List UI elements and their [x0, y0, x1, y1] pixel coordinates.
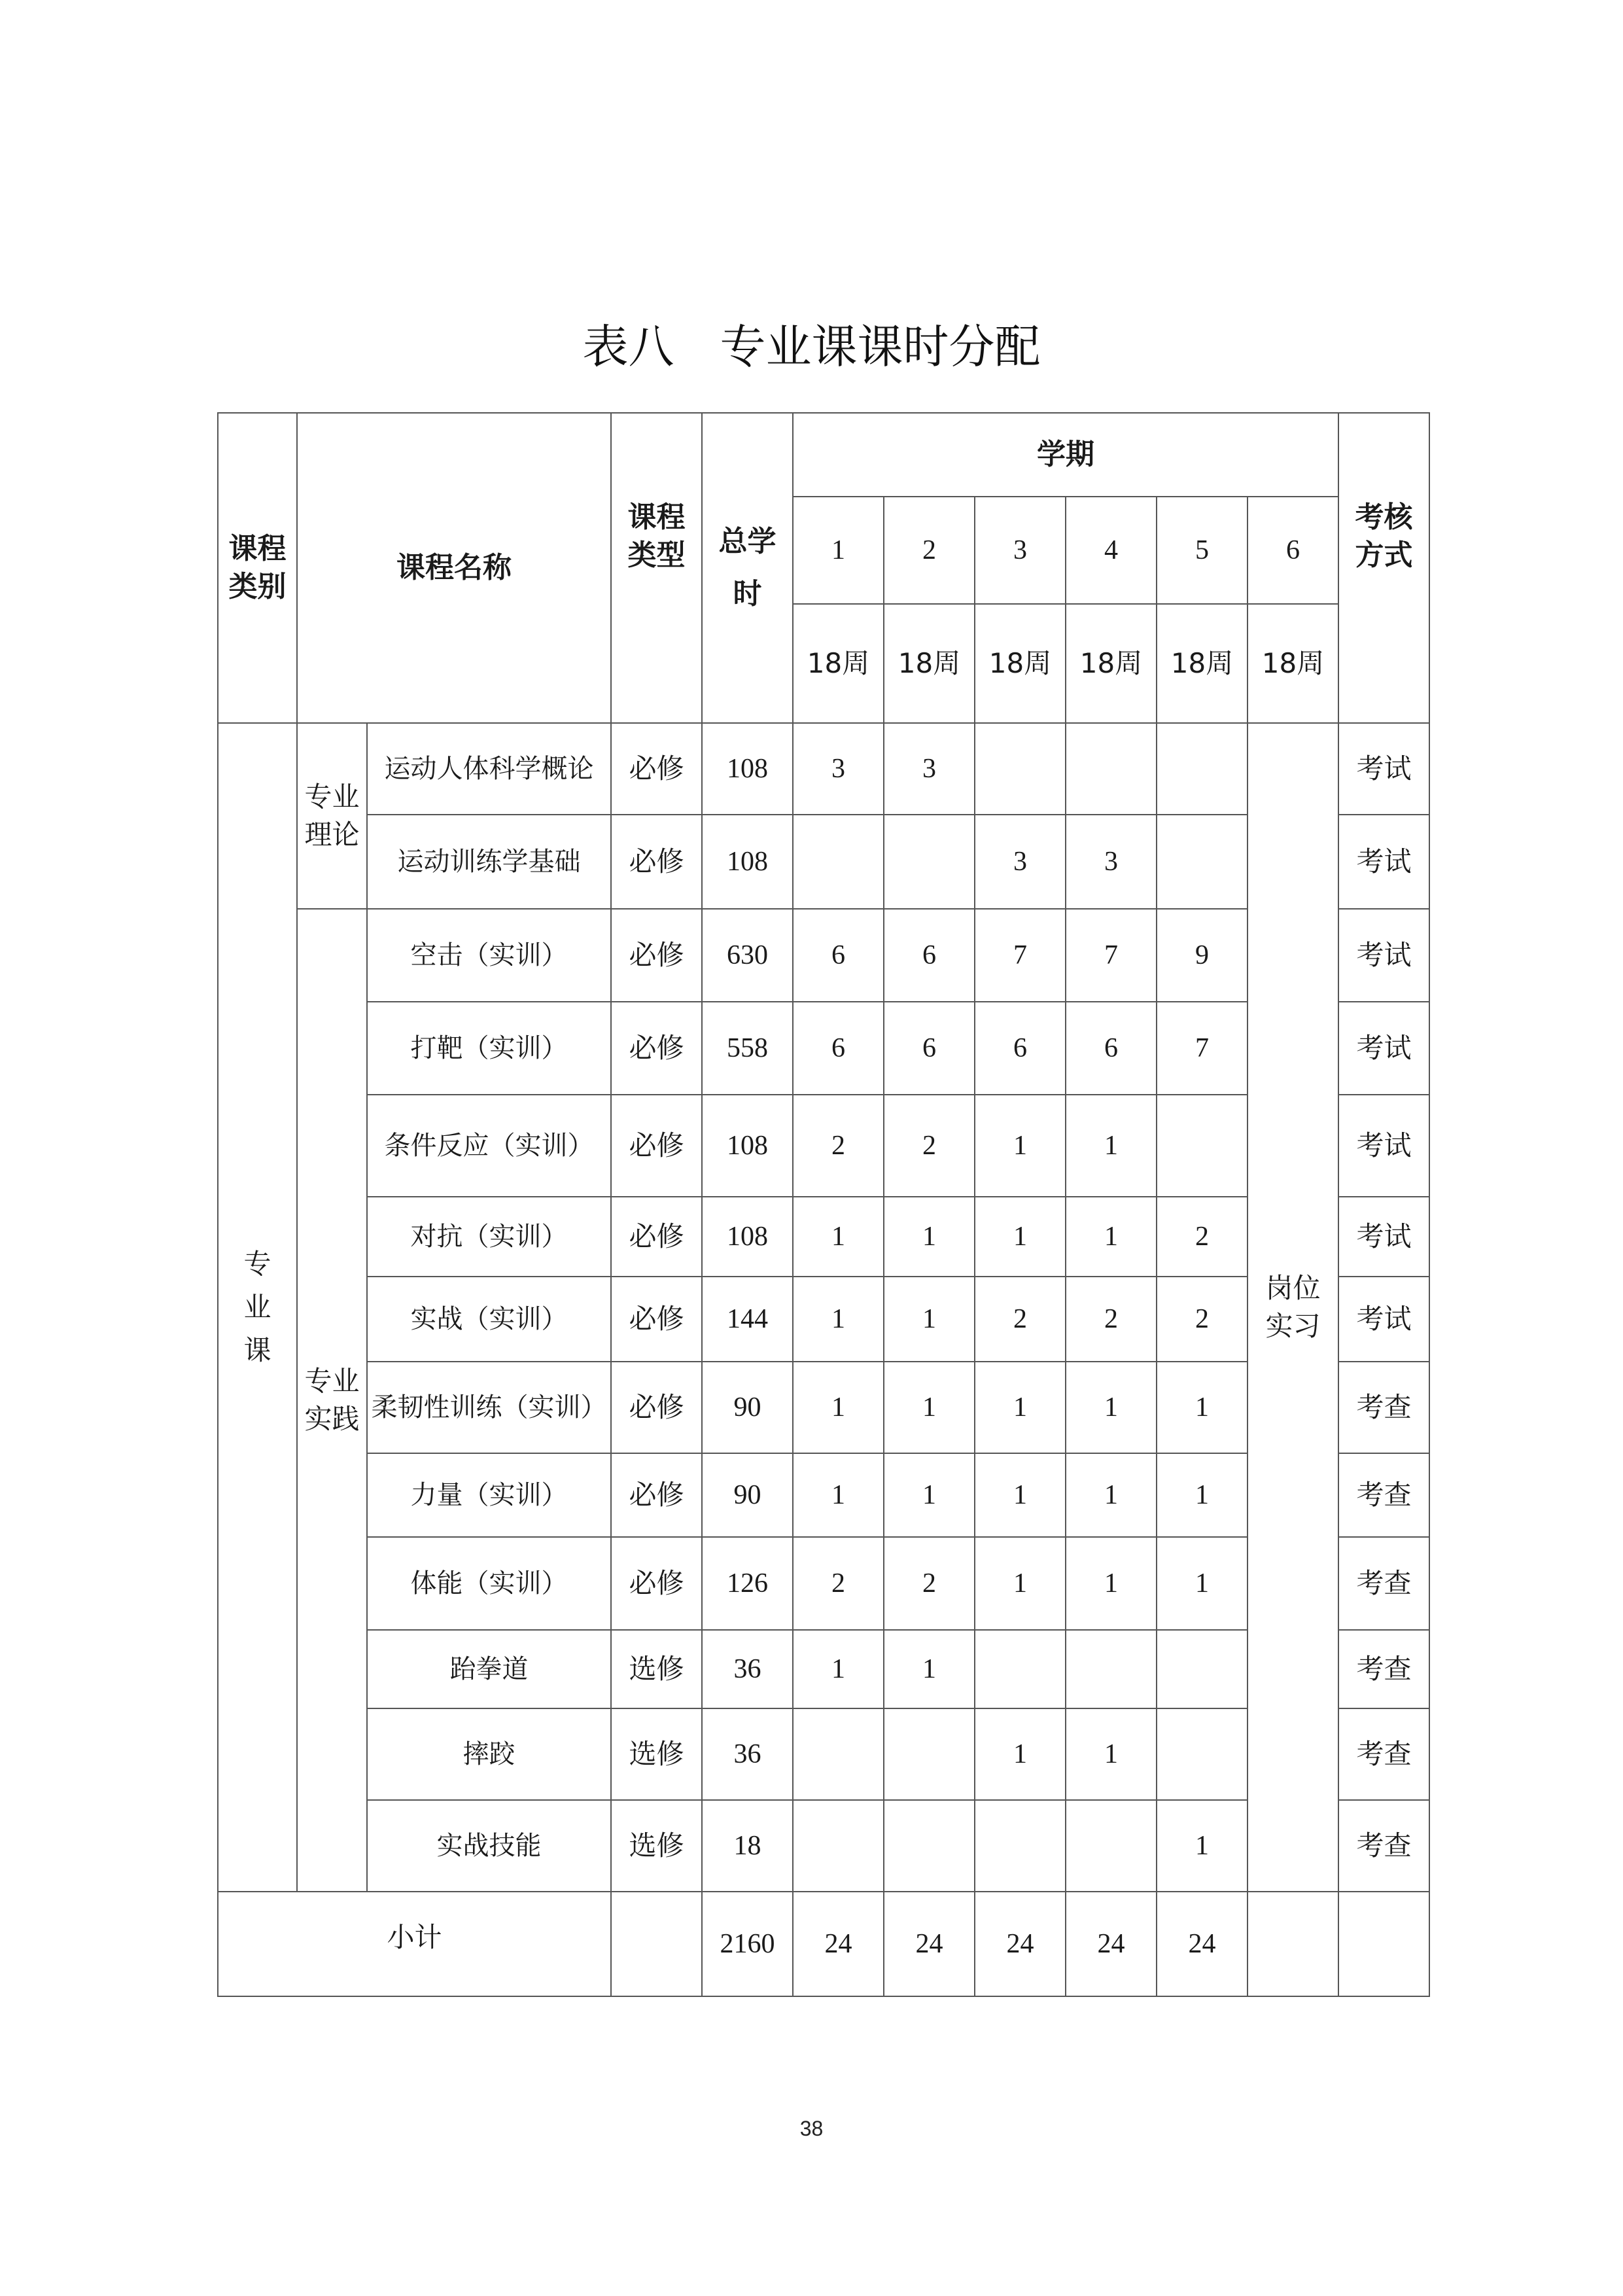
semester-hours: 6 — [975, 1002, 1066, 1095]
semester-hours: 2 — [884, 1537, 975, 1630]
semester-hours — [1157, 1095, 1248, 1197]
course-type: 必修 — [611, 1277, 702, 1362]
course-name: 空击（实训） — [367, 909, 611, 1002]
semester-hours: 1 — [884, 1362, 975, 1453]
total-hours: 90 — [702, 1453, 793, 1537]
semester-hours: 2 — [975, 1277, 1066, 1362]
semester-hours: 3 — [884, 723, 975, 815]
semester-hours: 1 — [793, 1362, 884, 1453]
semester-number: 5 — [1157, 497, 1248, 604]
semester-hours — [884, 815, 975, 909]
semester-weeks: 18周 — [793, 604, 884, 723]
semester-hours: 2 — [1066, 1277, 1157, 1362]
assessment-method: 考查 — [1338, 1630, 1429, 1708]
semester-hours: 7 — [1157, 1002, 1248, 1095]
course-name: 力量（实训） — [367, 1453, 611, 1537]
assessment-method: 考试 — [1338, 1197, 1429, 1277]
semester-hours — [1157, 815, 1248, 909]
semester-hours: 1 — [1157, 1800, 1248, 1892]
semester-hours: 7 — [1066, 909, 1157, 1002]
course-type: 必修 — [611, 1453, 702, 1537]
semester-hours — [884, 1708, 975, 1800]
semester-hours: 2 — [1157, 1277, 1248, 1362]
semester-hours — [1157, 1630, 1248, 1708]
semester-weeks: 18周 — [1248, 604, 1338, 723]
semester-hours: 1 — [975, 1095, 1066, 1197]
assessment-method: 考试 — [1338, 1095, 1429, 1197]
total-hours: 630 — [702, 909, 793, 1002]
semester-hours — [884, 1800, 975, 1892]
subtotal-type — [611, 1892, 702, 1996]
semester-hours: 1 — [793, 1277, 884, 1362]
semester-hours: 3 — [793, 723, 884, 815]
semester-hours: 1 — [1066, 1708, 1157, 1800]
semester-hours: 1 — [1066, 1362, 1157, 1453]
semester-hours: 6 — [793, 909, 884, 1002]
semester-hours — [1066, 1800, 1157, 1892]
total-hours: 90 — [702, 1362, 793, 1453]
semester-hours: 3 — [1066, 815, 1157, 909]
header-row-1 — [218, 413, 1429, 497]
semester-hours: 3 — [975, 815, 1066, 909]
course-name: 打靶（实训） — [367, 1002, 611, 1095]
course-name: 实战（实训） — [367, 1277, 611, 1362]
semester-number: 6 — [1248, 497, 1338, 604]
subtotal-semester-hours: 24 — [1066, 1892, 1157, 1996]
semester-hours: 2 — [793, 1095, 884, 1197]
semester-weeks: 18周 — [1066, 604, 1157, 723]
course-name: 实战技能 — [367, 1800, 611, 1892]
subtotal-row — [218, 1892, 1429, 1996]
course-type: 必修 — [611, 1095, 702, 1197]
course-hours-table — [217, 412, 1430, 1997]
total-hours: 18 — [702, 1800, 793, 1892]
course-type: 必修 — [611, 909, 702, 1002]
course-type: 选修 — [611, 1800, 702, 1892]
header-category: 课程类别 — [218, 413, 297, 723]
semester-hours — [975, 1800, 1066, 1892]
semester-hours: 1 — [975, 1197, 1066, 1277]
assessment-method: 考试 — [1338, 723, 1429, 815]
assessment-method: 考查 — [1338, 1362, 1429, 1453]
assessment-method: 考试 — [1338, 909, 1429, 1002]
table-title: 表八 专业课课时分配 — [582, 320, 1041, 374]
semester-hours — [975, 1630, 1066, 1708]
semester-hours: 1 — [793, 1630, 884, 1708]
semester-number: 2 — [884, 497, 975, 604]
total-hours: 108 — [702, 723, 793, 815]
course-type: 必修 — [611, 1537, 702, 1630]
course-type: 必修 — [611, 723, 702, 815]
course-type: 必修 — [611, 1002, 702, 1095]
semester-hours: 1 — [884, 1453, 975, 1537]
course-name: 摔跤 — [367, 1708, 611, 1800]
total-hours: 108 — [702, 1197, 793, 1277]
semester-hours — [793, 1708, 884, 1800]
total-hours: 36 — [702, 1630, 793, 1708]
category-cell: 专业课 — [218, 723, 297, 1892]
semester-hours — [793, 815, 884, 909]
total-hours: 36 — [702, 1708, 793, 1800]
assessment-method: 考试 — [1338, 1277, 1429, 1362]
semester-hours: 1 — [1066, 1453, 1157, 1537]
semester-hours: 6 — [1066, 1002, 1157, 1095]
semester-number: 4 — [1066, 497, 1157, 604]
semester-hours — [1157, 1708, 1248, 1800]
semester-hours: 9 — [1157, 909, 1248, 1002]
course-name: 柔韧性训练（实训） — [367, 1362, 611, 1453]
semester-hours: 1 — [1157, 1537, 1248, 1630]
group-practice: 专业实践 — [297, 909, 367, 1892]
semester-number: 3 — [975, 497, 1066, 604]
subtotal-semester-hours: 24 — [793, 1892, 884, 1996]
course-name: 体能（实训） — [367, 1537, 611, 1630]
semester-hours: 1 — [884, 1197, 975, 1277]
total-hours: 126 — [702, 1537, 793, 1630]
course-type: 必修 — [611, 815, 702, 909]
course-type: 必修 — [611, 1197, 702, 1277]
semester-weeks: 18周 — [975, 604, 1066, 723]
total-hours: 144 — [702, 1277, 793, 1362]
semester-hours: 1 — [793, 1197, 884, 1277]
semester-hours — [1066, 723, 1157, 815]
semester-hours: 1 — [1066, 1197, 1157, 1277]
subtotal-total: 2160 — [702, 1892, 793, 1996]
internship-cell: 岗位实习 — [1248, 723, 1338, 1892]
semester-hours — [793, 1800, 884, 1892]
semester-hours: 1 — [1066, 1537, 1157, 1630]
semester-hours: 1 — [975, 1362, 1066, 1453]
header-assessment: 考核方式 — [1338, 413, 1429, 723]
course-name: 跆拳道 — [367, 1630, 611, 1708]
assessment-method: 考查 — [1338, 1453, 1429, 1537]
assessment-method: 考查 — [1338, 1537, 1429, 1630]
course-row — [218, 723, 1429, 815]
total-hours: 558 — [702, 1002, 793, 1095]
semester-hours: 1 — [1066, 1095, 1157, 1197]
assessment-method: 考试 — [1338, 815, 1429, 909]
total-hours: 108 — [702, 1095, 793, 1197]
semester-number: 1 — [793, 497, 884, 604]
semester-hours: 1 — [975, 1537, 1066, 1630]
subtotal-semester-hours: 24 — [1157, 1892, 1248, 1996]
total-hours: 108 — [702, 815, 793, 909]
semester-hours: 6 — [884, 909, 975, 1002]
subtotal-semester-hours: 24 — [975, 1892, 1066, 1996]
semester-hours: 1 — [884, 1277, 975, 1362]
assessment-method: 考试 — [1338, 1002, 1429, 1095]
semester-weeks: 18周 — [1157, 604, 1248, 723]
semester-hours: 1 — [1157, 1453, 1248, 1537]
semester-hours: 6 — [793, 1002, 884, 1095]
course-type: 选修 — [611, 1708, 702, 1800]
header-course-name: 课程名称 — [297, 413, 611, 723]
course-type: 必修 — [611, 1362, 702, 1453]
semester-hours: 1 — [975, 1708, 1066, 1800]
course-type: 选修 — [611, 1630, 702, 1708]
subtotal-label: 小计 — [218, 1892, 611, 1996]
semester-hours: 7 — [975, 909, 1066, 1002]
semester-hours — [1157, 723, 1248, 815]
page-number: 38 — [799, 2117, 824, 2140]
subtotal-assessment — [1338, 1892, 1429, 1996]
semester-hours: 2 — [884, 1095, 975, 1197]
subtotal-semester-hours: 24 — [884, 1892, 975, 1996]
header-semester: 学期 — [793, 413, 1338, 497]
semester-weeks: 18周 — [884, 604, 975, 723]
semester-hours — [975, 723, 1066, 815]
semester-hours: 2 — [793, 1537, 884, 1630]
semester-hours: 1 — [793, 1453, 884, 1537]
course-name: 运动训练学基础 — [367, 815, 611, 909]
semester-hours: 1 — [884, 1630, 975, 1708]
header-total-hours: 总学时 — [702, 413, 793, 723]
semester-hours: 6 — [884, 1002, 975, 1095]
semester-hours: 2 — [1157, 1197, 1248, 1277]
semester-hours: 1 — [975, 1453, 1066, 1537]
subtotal-semester-hours — [1248, 1892, 1338, 1996]
group-theory: 专业理论 — [297, 723, 367, 909]
assessment-method: 考查 — [1338, 1800, 1429, 1892]
semester-hours — [1066, 1630, 1157, 1708]
course-name: 运动人体科学概论 — [367, 723, 611, 815]
header-course-type: 课程类型 — [611, 413, 702, 723]
course-name: 对抗（实训） — [367, 1197, 611, 1277]
assessment-method: 考查 — [1338, 1708, 1429, 1800]
semester-hours: 1 — [1157, 1362, 1248, 1453]
course-name: 条件反应（实训） — [367, 1095, 611, 1197]
